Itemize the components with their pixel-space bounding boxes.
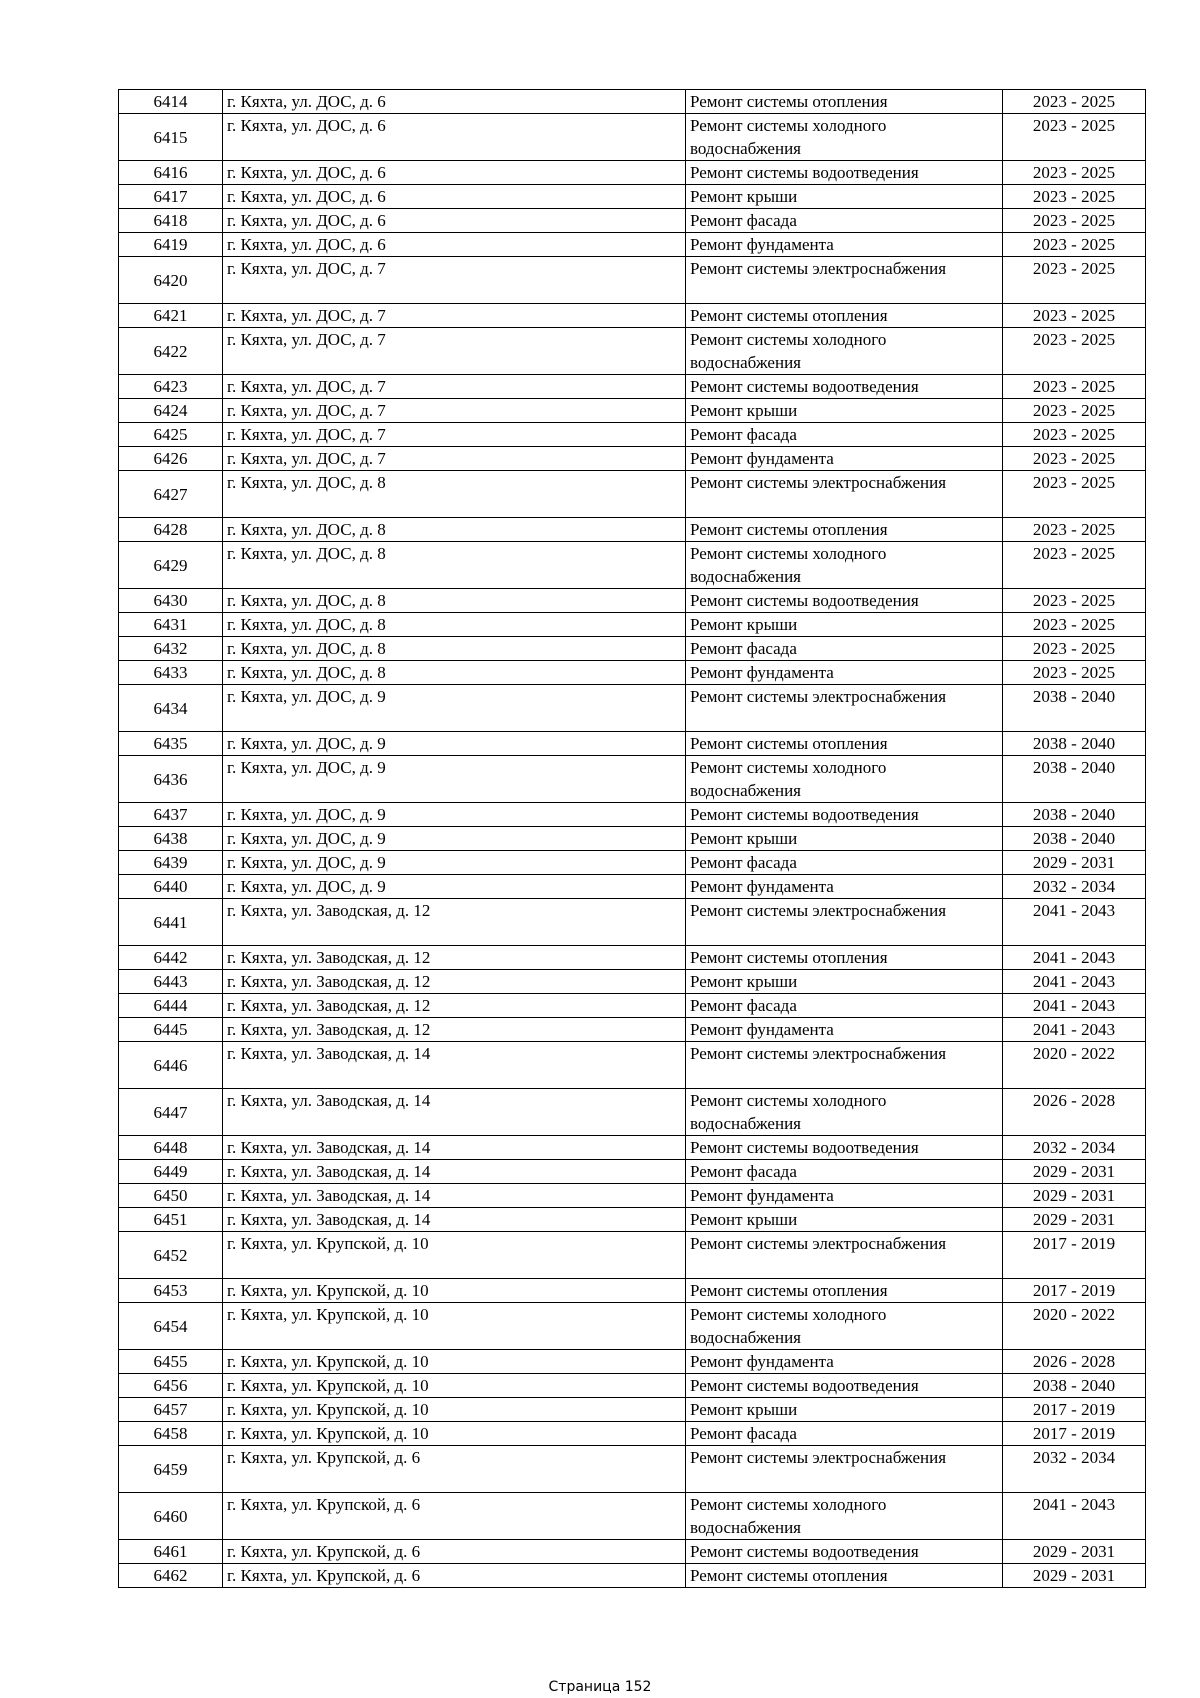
table-row bbox=[119, 1303, 1146, 1350]
table-row bbox=[119, 1564, 1146, 1588]
address-cell: г. Кяхта, ул. ДОС, д. 6 bbox=[223, 233, 686, 257]
period-cell: 2023 - 2025 bbox=[1003, 399, 1146, 423]
row-number: 6421 bbox=[119, 304, 223, 328]
work-type-cell: Ремонт фасада bbox=[686, 423, 1003, 447]
work-type-cell: Ремонт системы водоотведения bbox=[686, 1136, 1003, 1160]
work-type-cell: Ремонт фасада bbox=[686, 637, 1003, 661]
row-number: 6444 bbox=[119, 994, 223, 1018]
period-cell: 2041 - 2043 bbox=[1003, 899, 1146, 946]
row-number: 6422 bbox=[119, 328, 223, 375]
row-number: 6415 bbox=[119, 114, 223, 161]
work-type-cell: Ремонт системы отопления bbox=[686, 946, 1003, 970]
address-cell: г. Кяхта, ул. Заводская, д. 12 bbox=[223, 970, 686, 994]
table-row bbox=[119, 970, 1146, 994]
work-type-cell: Ремонт системы отопления bbox=[686, 1564, 1003, 1588]
work-type-cell: Ремонт системы электроснабжения bbox=[686, 1232, 1003, 1279]
table-row bbox=[119, 1374, 1146, 1398]
row-number: 6416 bbox=[119, 161, 223, 185]
table-row bbox=[119, 399, 1146, 423]
table-row bbox=[119, 233, 1146, 257]
table-row bbox=[119, 613, 1146, 637]
work-type-cell: Ремонт фундамента bbox=[686, 1018, 1003, 1042]
row-number: 6449 bbox=[119, 1160, 223, 1184]
table-row bbox=[119, 1493, 1146, 1540]
period-cell: 2023 - 2025 bbox=[1003, 613, 1146, 637]
work-type-cell: Ремонт системы холодного водоснабжения bbox=[686, 542, 1003, 589]
table-row bbox=[119, 328, 1146, 375]
table-row bbox=[119, 1540, 1146, 1564]
work-type-cell: Ремонт фундамента bbox=[686, 875, 1003, 899]
table-row bbox=[119, 1042, 1146, 1089]
address-cell: г. Кяхта, ул. Заводская, д. 14 bbox=[223, 1136, 686, 1160]
work-type-cell: Ремонт системы отопления bbox=[686, 732, 1003, 756]
period-cell: 2038 - 2040 bbox=[1003, 732, 1146, 756]
work-type-cell: Ремонт системы водоотведения bbox=[686, 1374, 1003, 1398]
address-cell: г. Кяхта, ул. Крупской, д. 10 bbox=[223, 1398, 686, 1422]
row-number: 6426 bbox=[119, 447, 223, 471]
work-type-cell: Ремонт фундамента bbox=[686, 1350, 1003, 1374]
work-type-cell: Ремонт системы электроснабжения bbox=[686, 685, 1003, 732]
work-type-cell: Ремонт системы холодного водоснабжения bbox=[686, 1089, 1003, 1136]
work-type-cell: Ремонт системы водоотведения bbox=[686, 589, 1003, 613]
row-number: 6462 bbox=[119, 1564, 223, 1588]
period-cell: 2023 - 2025 bbox=[1003, 423, 1146, 447]
row-number: 6442 bbox=[119, 946, 223, 970]
address-cell: г. Кяхта, ул. Крупской, д. 10 bbox=[223, 1374, 686, 1398]
work-type-cell: Ремонт системы отопления bbox=[686, 518, 1003, 542]
table-row bbox=[119, 471, 1146, 518]
row-number: 6439 bbox=[119, 851, 223, 875]
work-type-cell: Ремонт крыши bbox=[686, 827, 1003, 851]
work-type-cell: Ремонт системы холодного водоснабжения bbox=[686, 114, 1003, 161]
row-number: 6451 bbox=[119, 1208, 223, 1232]
address-cell: г. Кяхта, ул. Крупской, д. 10 bbox=[223, 1350, 686, 1374]
row-number: 6423 bbox=[119, 375, 223, 399]
period-cell: 2023 - 2025 bbox=[1003, 304, 1146, 328]
period-cell: 2023 - 2025 bbox=[1003, 161, 1146, 185]
work-type-cell: Ремонт фундамента bbox=[686, 661, 1003, 685]
period-cell: 2038 - 2040 bbox=[1003, 756, 1146, 803]
work-type-cell: Ремонт системы водоотведения bbox=[686, 375, 1003, 399]
row-number: 6446 bbox=[119, 1042, 223, 1089]
row-number: 6456 bbox=[119, 1374, 223, 1398]
row-number: 6440 bbox=[119, 875, 223, 899]
table-row bbox=[119, 756, 1146, 803]
work-type-cell: Ремонт системы электроснабжения bbox=[686, 1042, 1003, 1089]
row-number: 6431 bbox=[119, 613, 223, 637]
address-cell: г. Кяхта, ул. ДОС, д. 9 bbox=[223, 803, 686, 827]
row-number: 6453 bbox=[119, 1279, 223, 1303]
page-number: Страница 152 bbox=[548, 1679, 652, 1695]
period-cell: 2026 - 2028 bbox=[1003, 1350, 1146, 1374]
work-type-cell: Ремонт крыши bbox=[686, 1208, 1003, 1232]
work-type-cell: Ремонт системы отопления bbox=[686, 304, 1003, 328]
work-type-cell: Ремонт крыши bbox=[686, 613, 1003, 637]
table-row bbox=[119, 518, 1146, 542]
address-cell: г. Кяхта, ул. ДОС, д. 6 bbox=[223, 185, 686, 209]
period-cell: 2023 - 2025 bbox=[1003, 661, 1146, 685]
work-type-cell: Ремонт системы холодного водоснабжения bbox=[686, 1493, 1003, 1540]
address-cell: г. Кяхта, ул. ДОС, д. 7 bbox=[223, 375, 686, 399]
work-type-cell: Ремонт системы водоотведения bbox=[686, 803, 1003, 827]
table-row bbox=[119, 637, 1146, 661]
address-cell: г. Кяхта, ул. Заводская, д. 14 bbox=[223, 1208, 686, 1232]
address-cell: г. Кяхта, ул. Крупской, д. 10 bbox=[223, 1279, 686, 1303]
row-number: 6430 bbox=[119, 589, 223, 613]
work-type-cell: Ремонт крыши bbox=[686, 185, 1003, 209]
period-cell: 2029 - 2031 bbox=[1003, 1184, 1146, 1208]
address-cell: г. Кяхта, ул. ДОС, д. 6 bbox=[223, 209, 686, 233]
address-cell: г. Кяхта, ул. ДОС, д. 9 bbox=[223, 827, 686, 851]
table-row bbox=[119, 732, 1146, 756]
work-type-cell: Ремонт системы электроснабжения bbox=[686, 1446, 1003, 1493]
work-type-cell: Ремонт фундамента bbox=[686, 1184, 1003, 1208]
address-cell: г. Кяхта, ул. ДОС, д. 8 bbox=[223, 661, 686, 685]
work-type-cell: Ремонт системы электроснабжения bbox=[686, 471, 1003, 518]
work-type-cell: Ремонт фундамента bbox=[686, 233, 1003, 257]
row-number: 6437 bbox=[119, 803, 223, 827]
address-cell: г. Кяхта, ул. ДОС, д. 8 bbox=[223, 589, 686, 613]
period-cell: 2017 - 2019 bbox=[1003, 1422, 1146, 1446]
table-row bbox=[119, 1232, 1146, 1279]
table-row bbox=[119, 185, 1146, 209]
period-cell: 2041 - 2043 bbox=[1003, 1018, 1146, 1042]
work-type-cell: Ремонт системы отопления bbox=[686, 1279, 1003, 1303]
address-cell: г. Кяхта, ул. Заводская, д. 14 bbox=[223, 1042, 686, 1089]
address-cell: г. Кяхта, ул. ДОС, д. 7 bbox=[223, 423, 686, 447]
table-row bbox=[119, 1136, 1146, 1160]
address-cell: г. Кяхта, ул. ДОС, д. 7 bbox=[223, 257, 686, 304]
row-number: 6455 bbox=[119, 1350, 223, 1374]
table-row bbox=[119, 827, 1146, 851]
table-row bbox=[119, 899, 1146, 946]
period-cell: 2032 - 2034 bbox=[1003, 1446, 1146, 1493]
period-cell: 2029 - 2031 bbox=[1003, 1564, 1146, 1588]
table-row bbox=[119, 1018, 1146, 1042]
table-row bbox=[119, 1422, 1146, 1446]
period-cell: 2023 - 2025 bbox=[1003, 209, 1146, 233]
table-row bbox=[119, 661, 1146, 685]
row-number: 6458 bbox=[119, 1422, 223, 1446]
row-number: 6452 bbox=[119, 1232, 223, 1279]
address-cell: г. Кяхта, ул. ДОС, д. 7 bbox=[223, 447, 686, 471]
row-number: 6436 bbox=[119, 756, 223, 803]
row-number: 6425 bbox=[119, 423, 223, 447]
period-cell: 2038 - 2040 bbox=[1003, 803, 1146, 827]
row-number: 6450 bbox=[119, 1184, 223, 1208]
period-cell: 2041 - 2043 bbox=[1003, 994, 1146, 1018]
period-cell: 2023 - 2025 bbox=[1003, 90, 1146, 114]
table-row bbox=[119, 875, 1146, 899]
row-number: 6433 bbox=[119, 661, 223, 685]
table-row bbox=[119, 375, 1146, 399]
row-number: 6435 bbox=[119, 732, 223, 756]
period-cell: 2041 - 2043 bbox=[1003, 946, 1146, 970]
work-type-cell: Ремонт системы электроснабжения bbox=[686, 899, 1003, 946]
period-cell: 2023 - 2025 bbox=[1003, 233, 1146, 257]
period-cell: 2017 - 2019 bbox=[1003, 1279, 1146, 1303]
row-number: 6438 bbox=[119, 827, 223, 851]
period-cell: 2023 - 2025 bbox=[1003, 257, 1146, 304]
work-type-cell: Ремонт фасада bbox=[686, 1160, 1003, 1184]
period-cell: 2029 - 2031 bbox=[1003, 1208, 1146, 1232]
period-cell: 2032 - 2034 bbox=[1003, 875, 1146, 899]
period-cell: 2023 - 2025 bbox=[1003, 185, 1146, 209]
work-type-cell: Ремонт системы холодного водоснабжения bbox=[686, 1303, 1003, 1350]
period-cell: 2023 - 2025 bbox=[1003, 542, 1146, 589]
row-number: 6420 bbox=[119, 257, 223, 304]
row-number: 6432 bbox=[119, 637, 223, 661]
period-cell: 2023 - 2025 bbox=[1003, 471, 1146, 518]
repair-schedule-table bbox=[118, 89, 1146, 1588]
table-row bbox=[119, 851, 1146, 875]
row-number: 6429 bbox=[119, 542, 223, 589]
row-number: 6419 bbox=[119, 233, 223, 257]
address-cell: г. Кяхта, ул. ДОС, д. 8 bbox=[223, 518, 686, 542]
work-type-cell: Ремонт фасада bbox=[686, 209, 1003, 233]
table-row bbox=[119, 542, 1146, 589]
table-row bbox=[119, 257, 1146, 304]
row-number: 6418 bbox=[119, 209, 223, 233]
period-cell: 2041 - 2043 bbox=[1003, 970, 1146, 994]
address-cell: г. Кяхта, ул. Заводская, д. 14 bbox=[223, 1160, 686, 1184]
address-cell: г. Кяхта, ул. Заводская, д. 14 bbox=[223, 1184, 686, 1208]
work-type-cell: Ремонт крыши bbox=[686, 970, 1003, 994]
table-row bbox=[119, 1279, 1146, 1303]
row-number: 6428 bbox=[119, 518, 223, 542]
address-cell: г. Кяхта, ул. ДОС, д. 9 bbox=[223, 685, 686, 732]
table-row bbox=[119, 994, 1146, 1018]
work-type-cell: Ремонт фасада bbox=[686, 851, 1003, 875]
period-cell: 2038 - 2040 bbox=[1003, 827, 1146, 851]
period-cell: 2023 - 2025 bbox=[1003, 518, 1146, 542]
address-cell: г. Кяхта, ул. ДОС, д. 6 bbox=[223, 114, 686, 161]
row-number: 6448 bbox=[119, 1136, 223, 1160]
row-number: 6427 bbox=[119, 471, 223, 518]
period-cell: 2023 - 2025 bbox=[1003, 447, 1146, 471]
table-row bbox=[119, 1446, 1146, 1493]
work-type-cell: Ремонт системы отопления bbox=[686, 90, 1003, 114]
row-number: 6441 bbox=[119, 899, 223, 946]
period-cell: 2032 - 2034 bbox=[1003, 1136, 1146, 1160]
row-number: 6443 bbox=[119, 970, 223, 994]
address-cell: г. Кяхта, ул. Заводская, д. 12 bbox=[223, 1018, 686, 1042]
work-type-cell: Ремонт системы холодного водоснабжения bbox=[686, 328, 1003, 375]
row-number: 6447 bbox=[119, 1089, 223, 1136]
work-type-cell: Ремонт системы водоотведения bbox=[686, 161, 1003, 185]
table-row bbox=[119, 946, 1146, 970]
period-cell: 2020 - 2022 bbox=[1003, 1042, 1146, 1089]
address-cell: г. Кяхта, ул. Крупской, д. 6 bbox=[223, 1446, 686, 1493]
address-cell: г. Кяхта, ул. ДОС, д. 7 bbox=[223, 304, 686, 328]
row-number: 6461 bbox=[119, 1540, 223, 1564]
address-cell: г. Кяхта, ул. Заводская, д. 14 bbox=[223, 1089, 686, 1136]
work-type-cell: Ремонт фасада bbox=[686, 1422, 1003, 1446]
period-cell: 2023 - 2025 bbox=[1003, 375, 1146, 399]
table-row bbox=[119, 1184, 1146, 1208]
table-row bbox=[119, 304, 1146, 328]
address-cell: г. Кяхта, ул. Крупской, д. 6 bbox=[223, 1564, 686, 1588]
period-cell: 2023 - 2025 bbox=[1003, 328, 1146, 375]
period-cell: 2041 - 2043 bbox=[1003, 1493, 1146, 1540]
table-row bbox=[119, 209, 1146, 233]
work-type-cell: Ремонт фундамента bbox=[686, 447, 1003, 471]
period-cell: 2038 - 2040 bbox=[1003, 685, 1146, 732]
address-cell: г. Кяхта, ул. Крупской, д. 10 bbox=[223, 1422, 686, 1446]
table-body bbox=[119, 90, 1146, 1588]
address-cell: г. Кяхта, ул. ДОС, д. 8 bbox=[223, 637, 686, 661]
row-number: 6454 bbox=[119, 1303, 223, 1350]
work-type-cell: Ремонт крыши bbox=[686, 1398, 1003, 1422]
period-cell: 2023 - 2025 bbox=[1003, 589, 1146, 613]
table-row bbox=[119, 1398, 1146, 1422]
address-cell: г. Кяхта, ул. ДОС, д. 8 bbox=[223, 471, 686, 518]
table-row bbox=[119, 1208, 1146, 1232]
work-type-cell: Ремонт системы холодного водоснабжения bbox=[686, 756, 1003, 803]
row-number: 6414 bbox=[119, 90, 223, 114]
work-type-cell: Ремонт крыши bbox=[686, 399, 1003, 423]
table-row bbox=[119, 90, 1146, 114]
row-number: 6417 bbox=[119, 185, 223, 209]
address-cell: г. Кяхта, ул. Заводская, д. 12 bbox=[223, 994, 686, 1018]
row-number: 6424 bbox=[119, 399, 223, 423]
row-number: 6459 bbox=[119, 1446, 223, 1493]
period-cell: 2038 - 2040 bbox=[1003, 1374, 1146, 1398]
period-cell: 2029 - 2031 bbox=[1003, 1540, 1146, 1564]
table-row bbox=[119, 447, 1146, 471]
row-number: 6460 bbox=[119, 1493, 223, 1540]
period-cell: 2017 - 2019 bbox=[1003, 1398, 1146, 1422]
address-cell: г. Кяхта, ул. Крупской, д. 10 bbox=[223, 1232, 686, 1279]
table-row bbox=[119, 803, 1146, 827]
row-number: 6434 bbox=[119, 685, 223, 732]
address-cell: г. Кяхта, ул. ДОС, д. 6 bbox=[223, 90, 686, 114]
table-row bbox=[119, 161, 1146, 185]
period-cell: 2029 - 2031 bbox=[1003, 851, 1146, 875]
address-cell: г. Кяхта, ул. ДОС, д. 7 bbox=[223, 328, 686, 375]
period-cell: 2017 - 2019 bbox=[1003, 1232, 1146, 1279]
address-cell: г. Кяхта, ул. ДОС, д. 7 bbox=[223, 399, 686, 423]
work-type-cell: Ремонт системы водоотведения bbox=[686, 1540, 1003, 1564]
work-type-cell: Ремонт системы электроснабжения bbox=[686, 257, 1003, 304]
address-cell: г. Кяхта, ул. Заводская, д. 12 bbox=[223, 946, 686, 970]
address-cell: г. Кяхта, ул. ДОС, д. 9 bbox=[223, 851, 686, 875]
table-row bbox=[119, 423, 1146, 447]
table-row bbox=[119, 589, 1146, 613]
address-cell: г. Кяхта, ул. ДОС, д. 6 bbox=[223, 161, 686, 185]
address-cell: г. Кяхта, ул. Крупской, д. 6 bbox=[223, 1493, 686, 1540]
period-cell: 2026 - 2028 bbox=[1003, 1089, 1146, 1136]
address-cell: г. Кяхта, ул. Заводская, д. 12 bbox=[223, 899, 686, 946]
table-row bbox=[119, 114, 1146, 161]
period-cell: 2029 - 2031 bbox=[1003, 1160, 1146, 1184]
address-cell: г. Кяхта, ул. Крупской, д. 10 bbox=[223, 1303, 686, 1350]
row-number: 6445 bbox=[119, 1018, 223, 1042]
table-row bbox=[119, 685, 1146, 732]
table-row bbox=[119, 1089, 1146, 1136]
table-row bbox=[119, 1350, 1146, 1374]
period-cell: 2023 - 2025 bbox=[1003, 637, 1146, 661]
row-number: 6457 bbox=[119, 1398, 223, 1422]
work-type-cell: Ремонт фасада bbox=[686, 994, 1003, 1018]
period-cell: 2023 - 2025 bbox=[1003, 114, 1146, 161]
table-row bbox=[119, 1160, 1146, 1184]
address-cell: г. Кяхта, ул. ДОС, д. 8 bbox=[223, 542, 686, 589]
address-cell: г. Кяхта, ул. Крупской, д. 6 bbox=[223, 1540, 686, 1564]
address-cell: г. Кяхта, ул. ДОС, д. 9 bbox=[223, 732, 686, 756]
address-cell: г. Кяхта, ул. ДОС, д. 8 bbox=[223, 613, 686, 637]
address-cell: г. Кяхта, ул. ДОС, д. 9 bbox=[223, 875, 686, 899]
period-cell: 2020 - 2022 bbox=[1003, 1303, 1146, 1350]
address-cell: г. Кяхта, ул. ДОС, д. 9 bbox=[223, 756, 686, 803]
